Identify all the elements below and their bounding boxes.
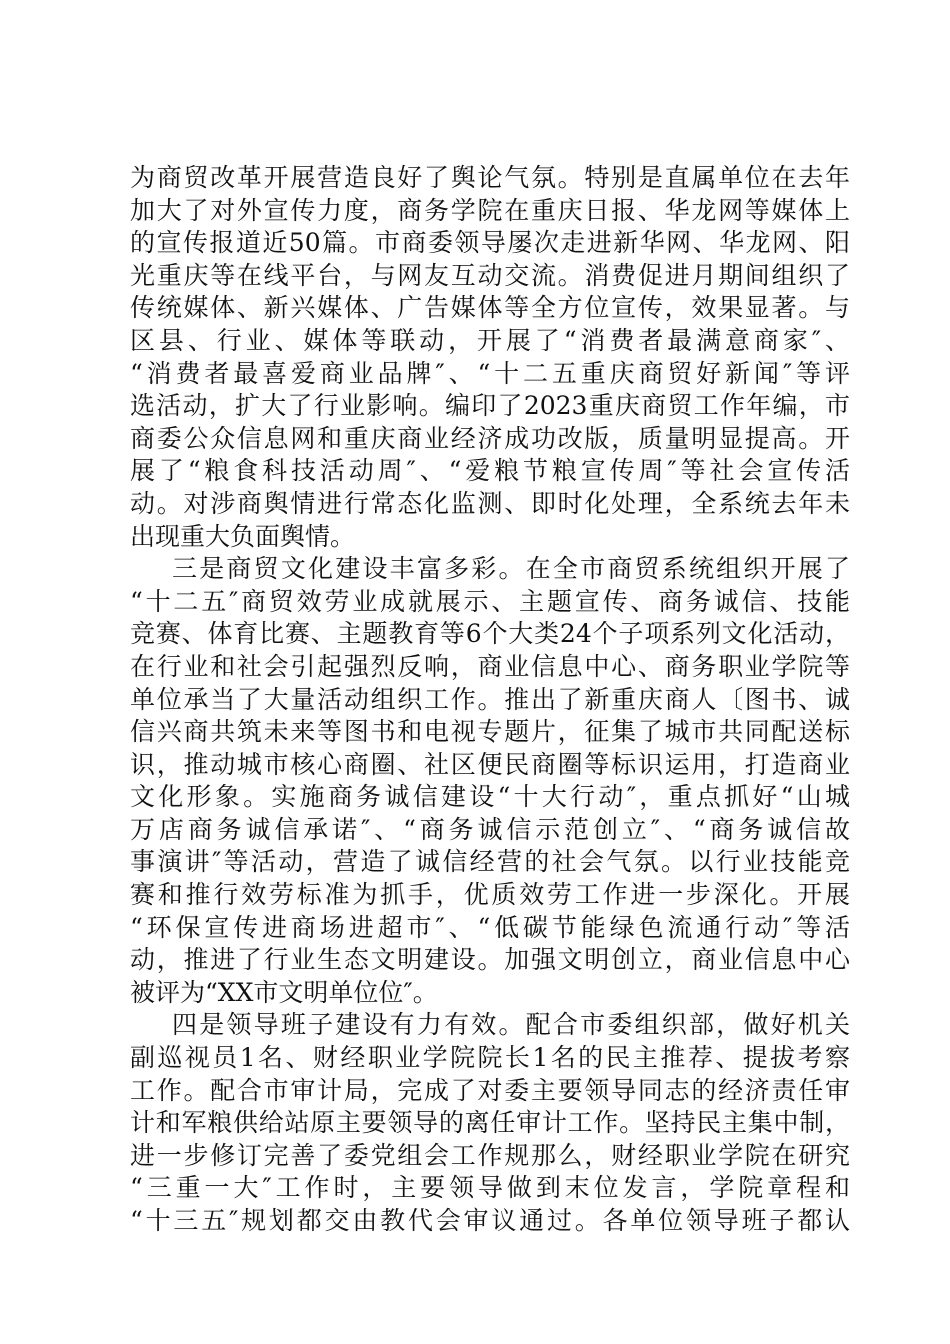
paragraph-start-line: 三是商贸文化建设丰富多彩。在全市商贸系统组织开展了	[172, 554, 850, 584]
text-line: 副巡视员1名、财经职业学院院长1名的民主推荐、提拔考察	[130, 1043, 850, 1073]
text-line: 选活动，扩大了行业影响。编印了2023重庆商贸工作年编，市	[130, 391, 850, 421]
text-line: 工作。配合市审计局，完成了对委主要领导同志的经济责任审	[130, 1075, 850, 1105]
text-line: 万店商务诚信承诺″、“商务诚信示范创立″、“商务诚信故	[130, 814, 850, 844]
text-line: 的宣传报道近50篇。市商委领导屡次走进新华网、华龙网、阳	[130, 228, 850, 258]
text-line: 识，推动城市核心商圈、社区便民商圈等标识运用，打造商业	[130, 749, 850, 779]
document-body-text	[130, 162, 850, 1238]
text-line: “消费者最喜爱商业品牌″、“十二五重庆商贸好新闻″等评	[130, 358, 850, 388]
text-line: “三重一大″工作时，主要领导做到末位发言，学院章程和	[130, 1173, 850, 1203]
text-line: 展了“粮食科技活动周″、“爱粮节粮宣传周″等社会宣传活	[130, 456, 850, 486]
text-line: 计和军粮供给站原主要领导的离任审计工作。坚持民主集中制，	[130, 1108, 850, 1138]
text-line: 竞赛、体育比赛、主题教育等6个大类24个子项系列文化活动，	[130, 619, 850, 649]
text-line: 为商贸改革开展营造良好了舆论气氛。特别是直属单位在去年	[130, 163, 850, 192]
text-line: 出现重大负面舆情。	[130, 521, 356, 551]
text-line: 加大了对外宣传力度，商务学院在重庆日报、华龙网等媒体上	[130, 195, 850, 225]
text-line: 信兴商共筑未来等图书和电视专题片，征集了城市共同配送标	[130, 717, 850, 747]
text-line: 动，推进了行业生态文明建设。加强文明创立，商业信息中心	[130, 945, 850, 975]
paragraph-start-line: 四是领导班子建设有力有效。配合市委组织部，做好机关	[172, 1010, 850, 1040]
text-line: “环保宣传进商场进超市″、“低碳节能绿色流通行动″等活	[130, 912, 850, 942]
text-line: “十二五″商贸效劳业成就展示、主题宣传、商务诚信、技能	[130, 586, 850, 616]
text-line: “十三五″规划都交由教代会审议通过。各单位领导班子都认	[130, 1206, 850, 1235]
text-line: 商委公众信息网和重庆商业经济成功改版，质量明显提高。开	[130, 423, 850, 453]
text-line: 被评为“XX市文明单位位″。	[130, 977, 438, 1007]
text-line: 单位承当了大量活动组织工作。推出了新重庆商人〔图书、诚	[130, 684, 850, 714]
text-line: 事演讲″等活动，营造了诚信经营的社会气氛。以行业技能竞	[130, 847, 850, 877]
text-line: 区县、行业、媒体等联动，开展了“消费者最满意商家″、	[130, 325, 850, 355]
text-line: 赛和推行效劳标准为抓手，优质效劳工作进一步深化。开展	[130, 880, 850, 910]
text-line: 光重庆等在线平台，与网友互动交流。消费促进月期间组织了	[130, 260, 850, 290]
text-line: 进一步修订完善了委党组会工作规那么，财经职业学院在研究	[130, 1140, 850, 1170]
text-line: 文化形象。实施商务诚信建设“十大行动″，重点抓好“山城	[130, 782, 850, 812]
text-line: 在行业和社会引起强烈反响，商业信息中心、商务职业学院等	[130, 651, 850, 681]
text-line: 动。对涉商舆情进行常态化监测、即时化处理，全系统去年未	[130, 488, 850, 518]
text-line: 传统媒体、新兴媒体、广告媒体等全方位宣传，效果显著。与	[130, 293, 850, 323]
